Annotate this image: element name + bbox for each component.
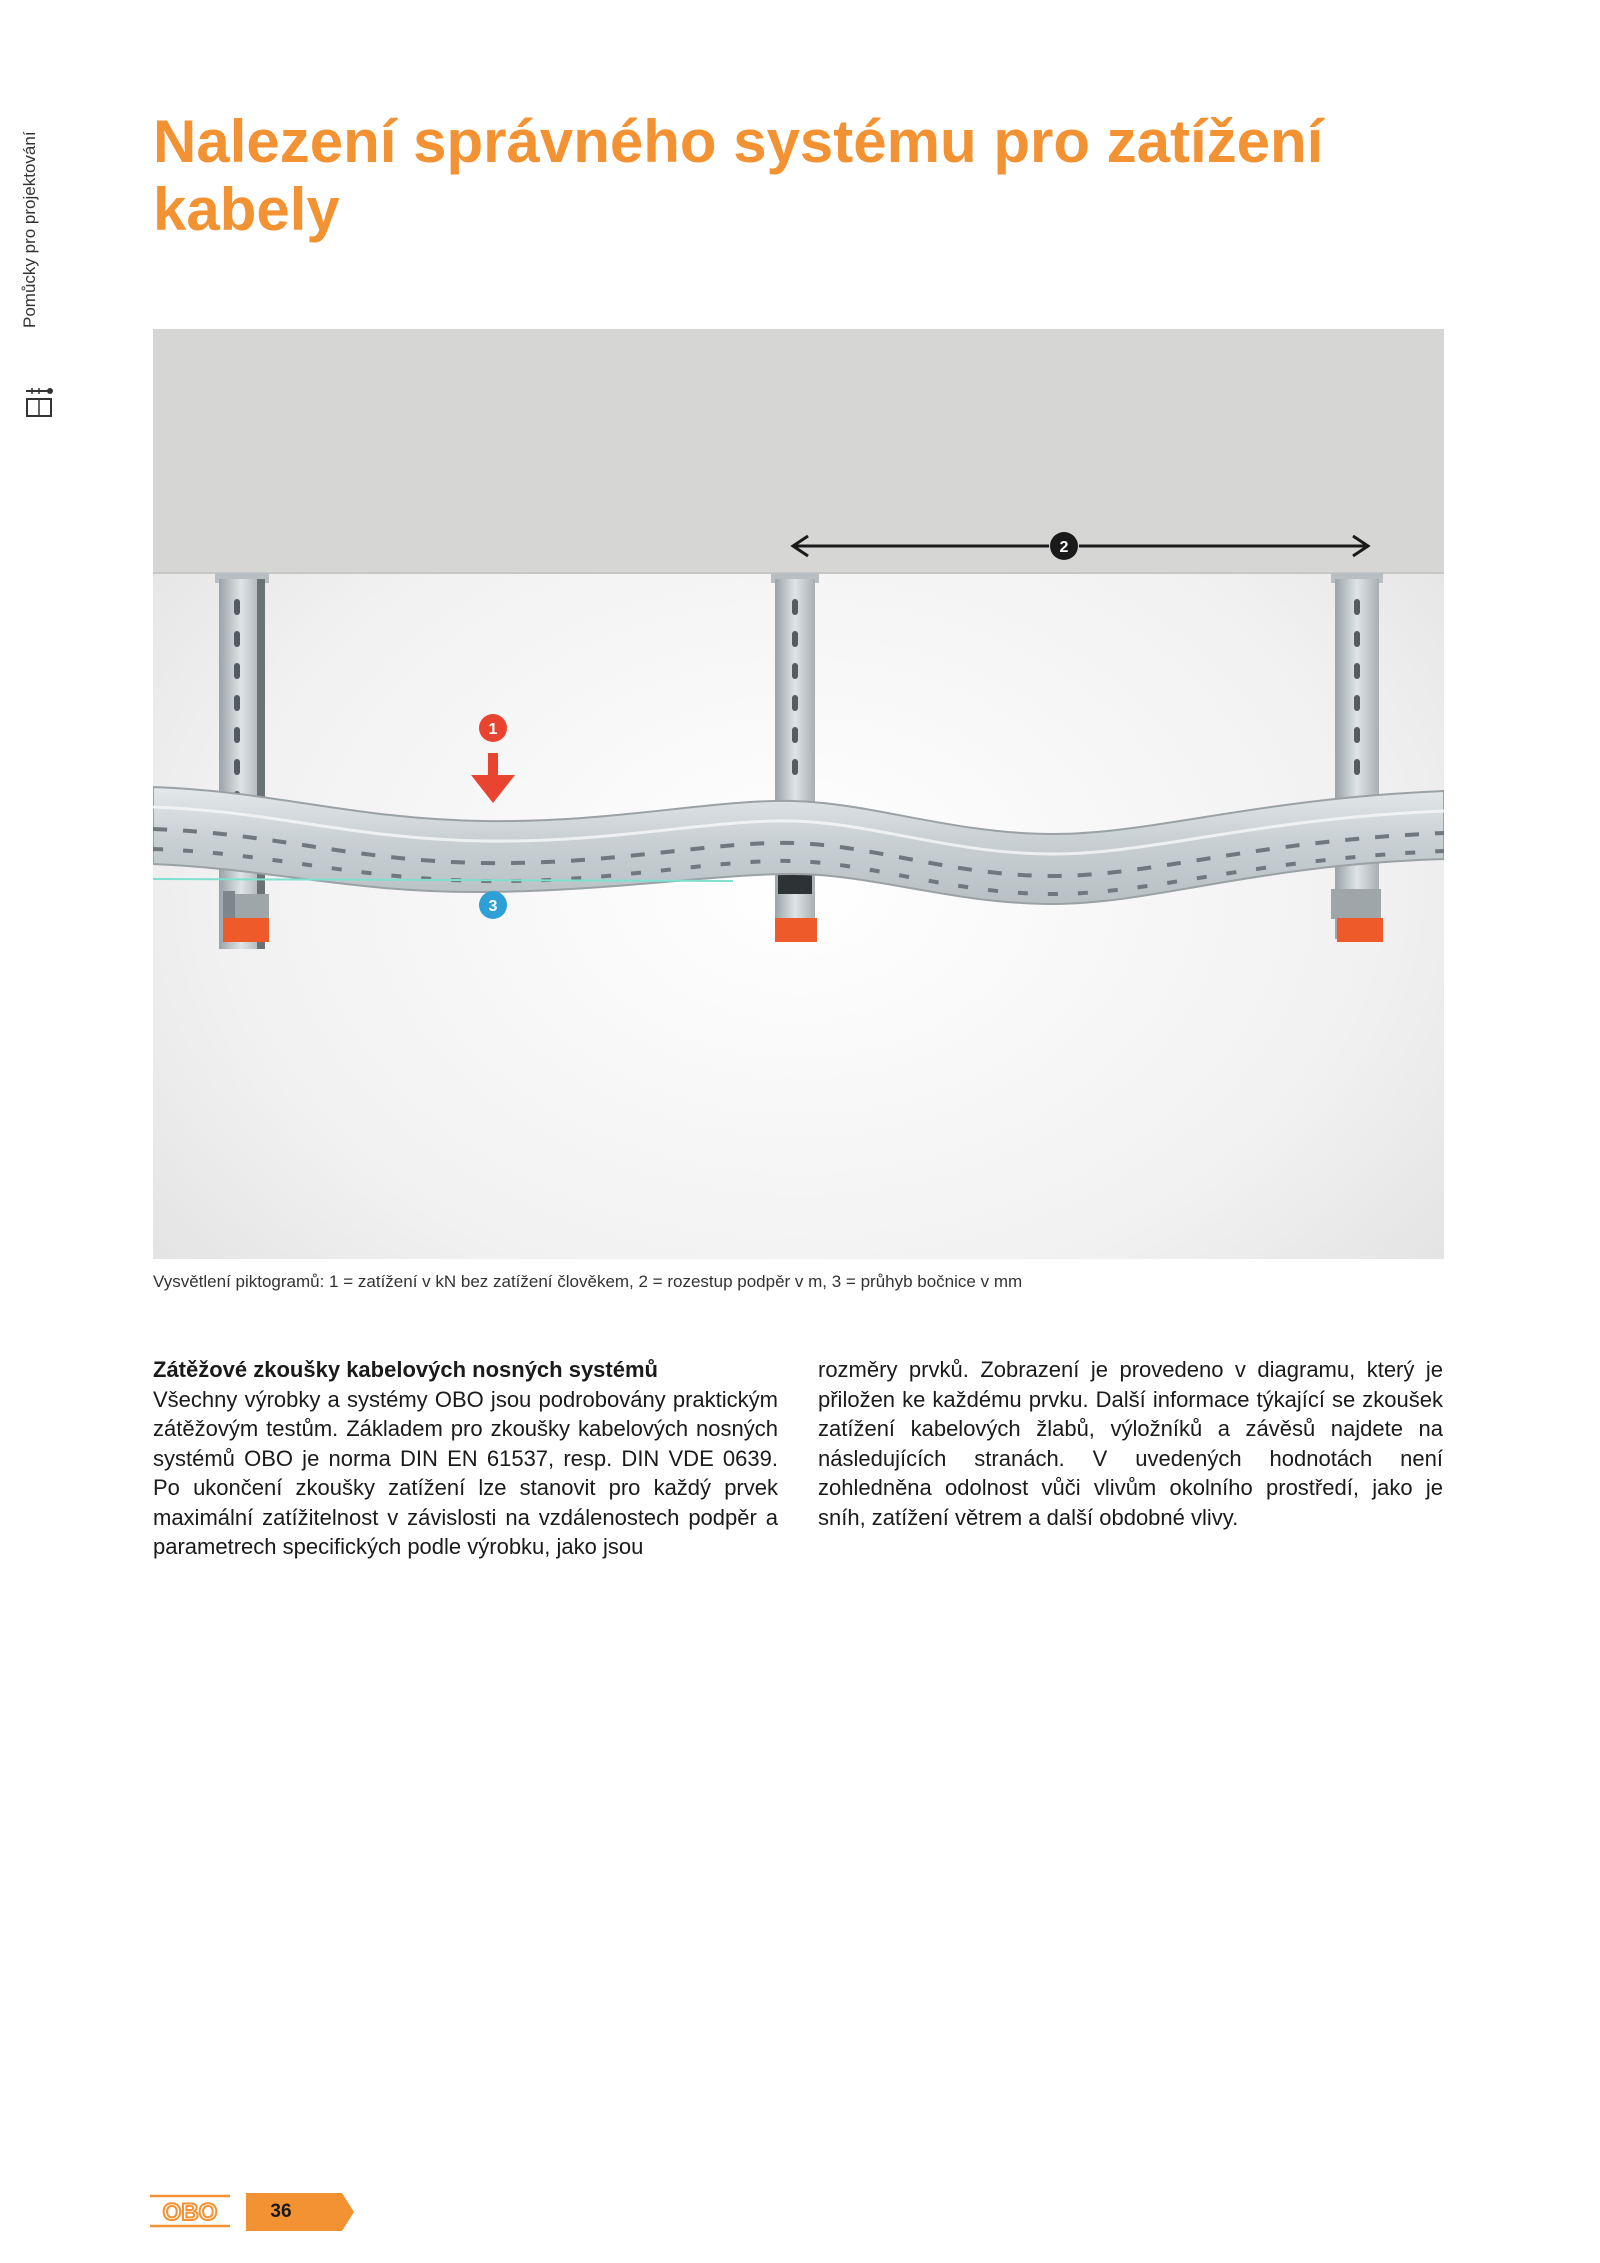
body-text-left: Všechny výrobky a systémy OBO jsou podrobovány praktickým zátěžovým testům. Základem pro zkoušky kabelových nosných systémů OBO je norma DIN EN 61537, resp. DIN VDE 0639. Po ukončení zkoušky zatížení lze stanovit pro každý prvek maximální zatížitelnost v závislosti na vzdálenostech podpěr a parametrech specifických podle výrobku, jako jsou bbox=[153, 1386, 778, 1559]
text-column-right bbox=[818, 1355, 1443, 1532]
marker-1-label: 1 bbox=[488, 721, 498, 738]
marker-1 bbox=[479, 714, 507, 742]
page-number: 36 bbox=[270, 2201, 292, 2222]
section-heading: Zátěžové zkoušky kabelových nosných systémů bbox=[153, 1357, 658, 1382]
clamp-right bbox=[1337, 918, 1383, 942]
clamp-left bbox=[223, 918, 269, 942]
section-label: Pomůcky pro projektování bbox=[20, 131, 39, 328]
figure-caption: Vysvětlení piktogramů: 1 = zatížení v kN bez zatížení člověkem, 2 = rozestup podpěr v m, 3 = průhyb bočnice v mm bbox=[153, 1272, 1023, 1291]
obo-logo bbox=[150, 2193, 230, 2229]
marker-3 bbox=[479, 891, 507, 919]
clamp-middle bbox=[775, 918, 817, 942]
page-title: Nalezení správného systému pro zatížení kabely bbox=[153, 108, 1324, 243]
ruler-pencil-book-icon bbox=[22, 385, 56, 419]
support-post-middle bbox=[771, 573, 819, 929]
body-text-right: rozměry prvků. Zobrazení je provedeno v diagramu, který je přiložen ke každému prvku. Další informace týkající se zkoušek zatížení kabelových žlabů, výložníků a závěsů najdete na následujících stranách. V uvedených hodnotách není zohledněna odolnost vůči vlivům okolního prostředí, jako je sníh, zatížení větrem a další obdobné vlivy. bbox=[818, 1357, 1443, 1530]
marker-2-label: 2 bbox=[1059, 539, 1069, 556]
marker-2 bbox=[1049, 532, 1079, 560]
cable-tray-load-illustration bbox=[153, 329, 1444, 1259]
marker-3-label: 3 bbox=[488, 898, 498, 915]
obo-logo-text: OBO bbox=[162, 2199, 218, 2226]
text-column-left bbox=[153, 1355, 778, 1562]
support-post-right bbox=[1331, 573, 1383, 939]
